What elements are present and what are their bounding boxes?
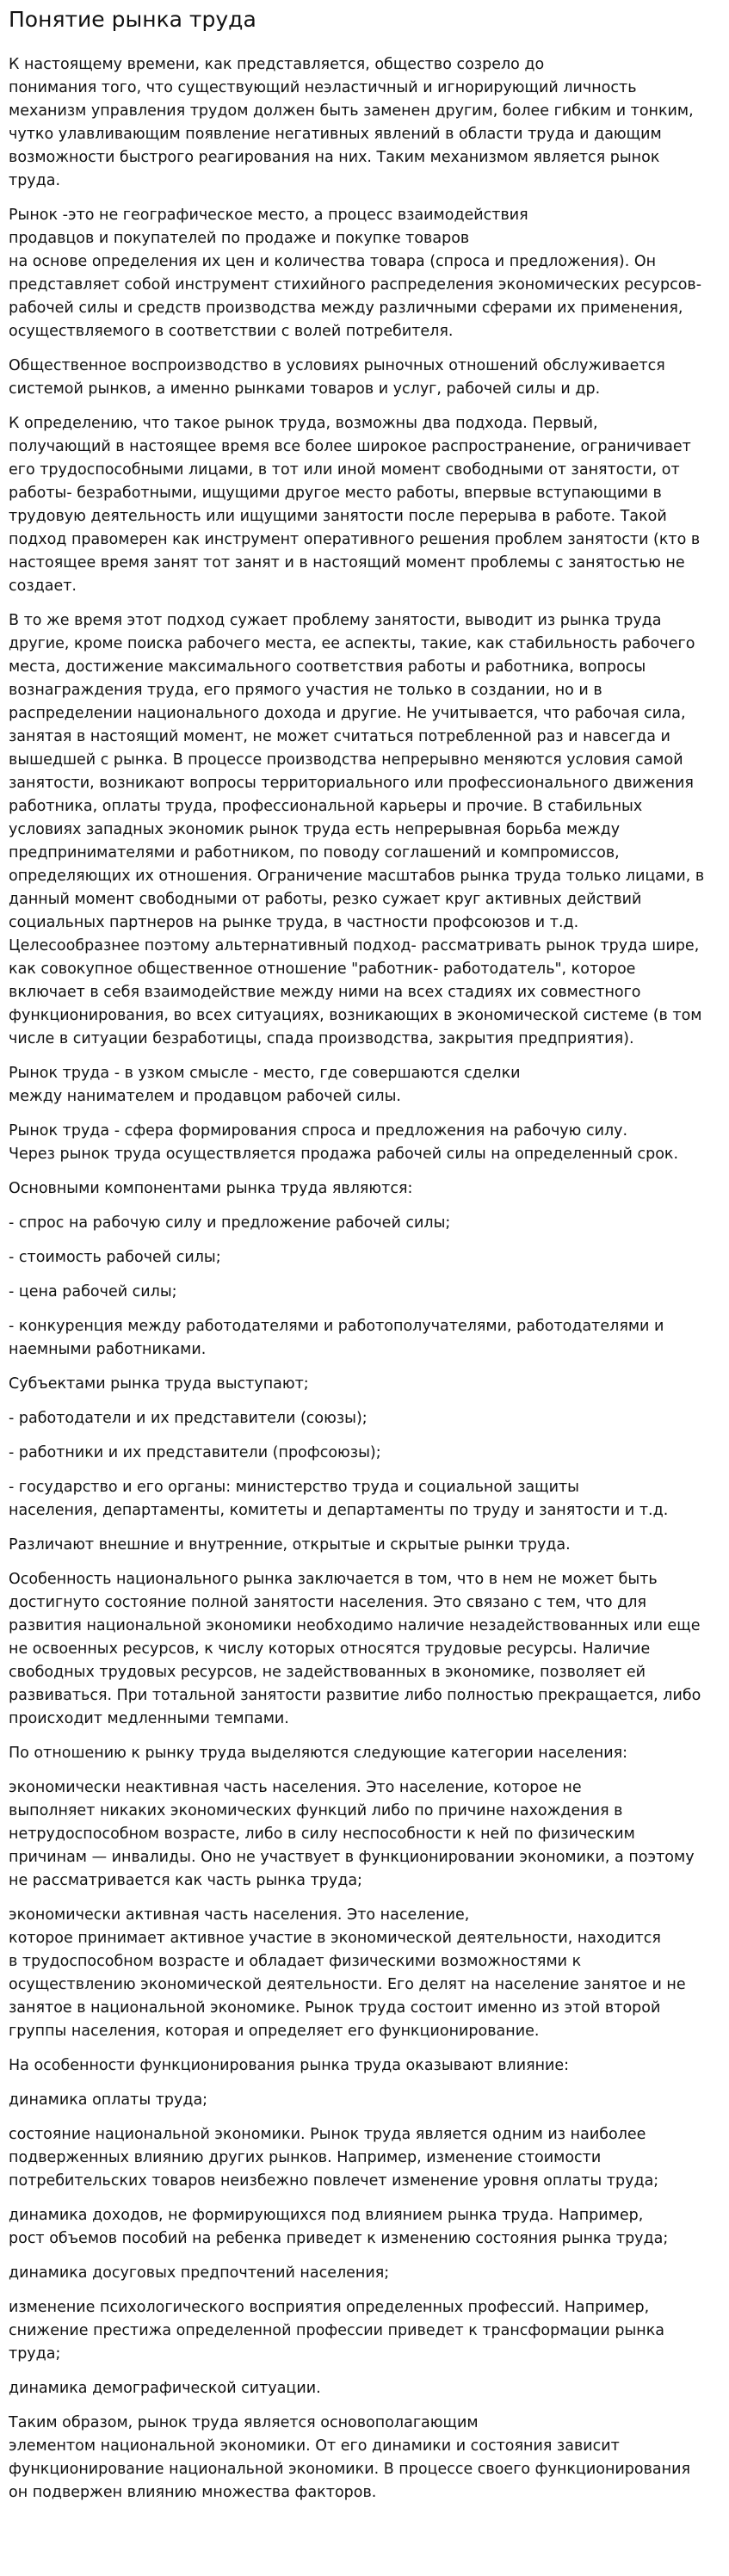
text-line: не рассматривается как часть рынка труда; xyxy=(9,1872,362,1889)
text-line: развития национальной экономики необходимо наличие незадействованных или еще xyxy=(9,1617,701,1634)
text-line: вознаграждения труда, его прямого участия не только в создании, но и в xyxy=(9,682,602,699)
text-line: свободных трудовых ресурсов, не задействованных в экономике, позволяет ей xyxy=(9,1664,646,1681)
text-line: которое принимает активное участие в экономической деятельности, находится xyxy=(9,1930,661,1947)
text-line: функционирования, во всех ситуациях, возникающих в экономической системе (в том xyxy=(9,1007,702,1024)
text-line: занятости, возникают вопросы территориального или профессионального движения xyxy=(9,775,694,792)
text-line: Рынок труда - в узком смысле - место, где совершаются сделки xyxy=(9,1065,521,1082)
text-line: механизм управления трудом должен быть заменен другим, более гибким и тонким, xyxy=(9,102,694,120)
text-line: Субъектами рынка труда выступают; xyxy=(9,1375,309,1393)
paragraph xyxy=(9,1442,712,1465)
text-line: динамика доходов, не формирующихся под влиянием рынка труда. Например, xyxy=(9,2207,644,2224)
text-line: - стоимость рабочей силы; xyxy=(9,1249,221,1266)
paragraph xyxy=(9,2377,712,2400)
paragraph xyxy=(9,2054,712,2078)
paragraph xyxy=(9,2089,712,2112)
text-line: изменение психологического восприятия определенных профессий. Например, xyxy=(9,2299,650,2316)
paragraph xyxy=(9,1373,712,1396)
text-line: распределении национального дохода и другие. Не учитывается, что рабочая сила, xyxy=(9,705,686,722)
text-line: динамика демографической ситуации. xyxy=(9,2380,321,2397)
paragraph xyxy=(9,1212,712,1235)
text-line: - работодатели и их представители (союзы); xyxy=(9,1410,368,1427)
text-line: продавцов и покупателей по продаже и покупке товаров xyxy=(9,230,470,247)
paragraph xyxy=(9,1904,712,2043)
text-line: снижение престижа определенной профессии приведет к трансформации рынка xyxy=(9,2322,665,2339)
paragraph xyxy=(9,1407,712,1430)
text-line: понимания того, что существующий неэластичный и игнорирующий личность xyxy=(9,79,637,96)
text-line: настоящее время занят тот занят и в настоящий момент проблемы с занятостью не xyxy=(9,554,685,571)
text-line: экономически неактивная часть населения. Это население, которое не xyxy=(9,1779,582,1796)
paragraph xyxy=(9,1476,712,1523)
text-line: Различают внешние и внутренние, открытые и скрытые рынки труда. xyxy=(9,1536,571,1554)
text-line: другие, кроме поиска рабочего места, ее аспекты, такие, как стабильность рабочего xyxy=(9,635,695,652)
text-line: - государство и его органы: министерство труда и социальной защиты xyxy=(9,1479,579,1496)
text-line: предпринимателями и работником, по поводу соглашений и компромиссов, xyxy=(9,844,620,862)
text-line: рабочей силы и средств производства между различными сферами их применения, xyxy=(9,300,683,317)
text-line: возможности быстрого реагирования на них. Таким механизмом является рынок xyxy=(9,149,660,166)
text-line: Через рынок труда осуществляется продажа рабочей силы на определенный срок. xyxy=(9,1146,679,1163)
paragraph xyxy=(9,412,712,598)
paragraph xyxy=(9,1742,712,1765)
paragraph xyxy=(9,2412,712,2505)
text-line: Основными компонентами рынка труда являются: xyxy=(9,1180,413,1197)
page-title: Понятие рынка труда xyxy=(9,7,256,32)
paragraph xyxy=(9,609,712,1051)
text-line: Таким образом, рынок труда является основополагающим xyxy=(9,2414,479,2431)
paragraph xyxy=(9,1246,712,1269)
text-line: происходит медленными темпами. xyxy=(9,1710,289,1727)
text-line: На особенности функционирования рынка труда оказывают влияние: xyxy=(9,2057,570,2074)
article-body xyxy=(9,53,712,2505)
text-line: работы- безработными, ищущими другое место работы, впервые вступающими в xyxy=(9,485,662,502)
text-line: В то же время этот подход сужает проблему занятости, выводит из рынка труда xyxy=(9,612,662,629)
text-line: подверженных влиянию других рынков. Например, изменение стоимости xyxy=(9,2149,602,2166)
text-line: функционирование национальной экономики. В процессе своего функционирования xyxy=(9,2461,690,2478)
text-line: нетрудоспособном возрасте, либо в силу неспособности к ней по физическим xyxy=(9,1825,635,1843)
paragraph xyxy=(9,1120,712,1166)
text-line: достигнуто состояние полной занятости населения. Это связано с тем, что для xyxy=(9,1594,646,1611)
text-line: потребительских товаров неизбежно повлечет изменение уровня оплаты труда; xyxy=(9,2172,659,2190)
paragraph xyxy=(9,1062,712,1109)
text-line: системой рынков, а именно рынками товаров и услуг, рабочей силы и др. xyxy=(9,380,601,398)
text-line: числе в ситуации безработицы, спада производства, закрытия предприятия). xyxy=(9,1030,634,1047)
text-line: По отношению к рынку труда выделяются следующие категории населения: xyxy=(9,1745,628,1762)
text-line: подход правомерен как инструмент оперативного решения проблем занятости (кто в xyxy=(9,531,701,548)
text-line: в трудоспособном возрасте и обладает физическими возможностями к xyxy=(9,1953,582,1970)
text-line: условиях западных экономик рынок труда есть непрерывная борьба между xyxy=(9,821,621,838)
text-line: - работники и их представители (профсоюзы); xyxy=(9,1444,381,1461)
text-line: его трудоспособными лицами, в тот или иной момент свободными от занятости, от xyxy=(9,461,680,479)
paragraph xyxy=(9,1534,712,1557)
text-line: населения, департаменты, комитеты и департаменты по труду и занятости и т.д. xyxy=(9,1502,669,1519)
text-line: - цена рабочей силы; xyxy=(9,1283,177,1300)
text-line: осуществляемого в соответствии с волей потребителя. xyxy=(9,323,454,340)
paragraph xyxy=(9,2204,712,2251)
text-line: К определению, что такое рынок труда, возможны два подхода. Первый, xyxy=(9,415,598,432)
text-line: труда. xyxy=(9,172,61,189)
text-line: занятая в настоящий момент, не может считаться потребленной раз и навсегда и xyxy=(9,728,670,745)
text-line: социальных партнеров на рынке труда, в частности профсоюзов и т.д. xyxy=(9,914,579,931)
paragraph xyxy=(9,1177,712,1201)
text-line: места, достижение максимального соответствия работы и работника, вопросы xyxy=(9,658,646,676)
text-line: не освоенных ресурсов, к числу которых относятся трудовые ресурсы. Наличие xyxy=(9,1640,651,1658)
paragraph xyxy=(9,1315,712,1362)
text-line: развиваться. При тотальной занятости развитие либо полностью прекращается, либо xyxy=(9,1687,701,1704)
text-line: состояние национальной экономики. Рынок труда является одним из наиболее xyxy=(9,2126,646,2143)
text-line: определяющих их отношения. Ограничение масштабов рынка труда только лицами, в xyxy=(9,868,705,885)
text-line: труда; xyxy=(9,2345,61,2363)
text-line: между нанимателем и продавцом рабочей силы. xyxy=(9,1088,401,1105)
paragraph xyxy=(9,53,712,193)
paragraph xyxy=(9,355,712,401)
paragraph xyxy=(9,204,712,343)
text-line: - конкуренция между работодателями и работополучателями, работодателями и xyxy=(9,1318,664,1335)
text-line: - спрос на рабочую силу и предложение рабочей силы; xyxy=(9,1214,451,1232)
text-line: Общественное воспроизводство в условиях рыночных отношений обслуживается xyxy=(9,357,665,374)
text-line: данный момент свободными от работы, резко сужает круг активных действий xyxy=(9,891,642,908)
text-line: экономически активная часть населения. Это население, xyxy=(9,1906,470,1924)
text-line: работника, оплаты труда, профессиональной карьеры и прочие. В стабильных xyxy=(9,798,643,815)
text-line: выполняет никаких экономических функций либо по причине нахождения в xyxy=(9,1802,623,1819)
paragraph xyxy=(9,2262,712,2285)
text-line: причинам — инвалиды. Оно не участвует в функционировании экономики, а поэтому xyxy=(9,1849,695,1866)
text-line: элементом национальной экономики. От его динамики и состояния зависит xyxy=(9,2437,620,2455)
paragraph xyxy=(9,2296,712,2366)
text-line: он подвержен влиянию множества факторов. xyxy=(9,2484,377,2501)
text-line: на основе определения их цен и количества товара (спроса и предложения). Он xyxy=(9,253,657,270)
text-line: занятое в национальной экономике. Рынок труда состоит именно из этой второй xyxy=(9,1999,661,2017)
text-line: динамика досуговых предпочтений населения; xyxy=(9,2264,390,2282)
text-line: вышедшей с рынка. В процессе производства непрерывно меняются условия самой xyxy=(9,751,683,769)
paragraph xyxy=(9,1568,712,1731)
text-line: как совокупное общественное отношение "работник- работодатель", которое xyxy=(9,961,636,978)
text-line: осуществлению экономической деятельности. Его делят на население занятое и не xyxy=(9,1976,686,1993)
text-line: создает. xyxy=(9,578,77,595)
text-line: трудовую деятельность или ищущими занятости после перерыва в работе. Такой xyxy=(9,508,667,525)
paragraph xyxy=(9,1281,712,1304)
paragraph xyxy=(9,2123,712,2193)
text-line: группы населения, которая и определяет его функционирование. xyxy=(9,2023,540,2040)
text-line: К настоящему времени, как представляется, общество созрело до xyxy=(9,56,545,73)
text-line: Особенность национального рынка заключается в том, что в нем не может быть xyxy=(9,1571,658,1588)
text-line: наемными работниками. xyxy=(9,1341,207,1358)
text-line: получающий в настоящее время все более широкое распространение, ограничивает xyxy=(9,438,691,455)
paragraph xyxy=(9,1776,712,1893)
text-line: включает в себя взаимодействие между ними на всех стадиях их совместного xyxy=(9,984,641,1001)
text-line: динамика оплаты труда; xyxy=(9,2091,208,2109)
text-line: Рынок труда - сфера формирования спроса и предложения на рабочую силу. xyxy=(9,1122,628,1140)
text-line: Целесообразнее поэтому альтернативный подход- рассматривать рынок труда шире, xyxy=(9,937,700,954)
text-line: представляет собой инструмент стихийного распределения экономических ресурсов- xyxy=(9,276,702,293)
text-line: чутко улавливающим появление негативных явлений в области труда и дающим xyxy=(9,126,662,143)
text-line: Рынок -это не географическое место, а процесс взаимодействия xyxy=(9,207,528,224)
text-line: рост объемов пособий на ребенка приведет к изменению состояния рынка труда; xyxy=(9,2230,669,2247)
